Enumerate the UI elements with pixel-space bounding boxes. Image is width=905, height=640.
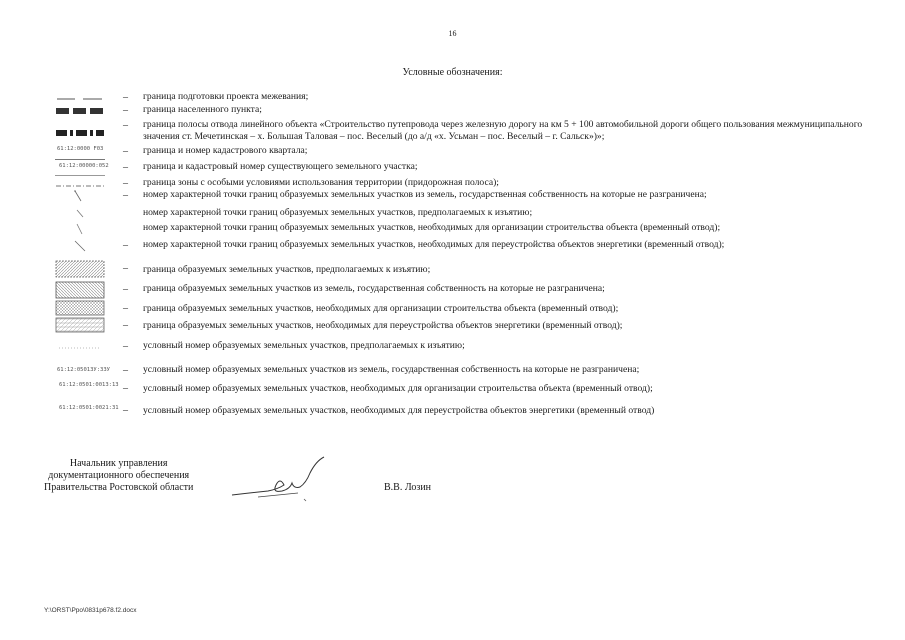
legend-text: граница и номер кадастрового квартала; (143, 145, 308, 156)
legend-text: номер характерной точки границ образуемых земельных участков, необходимых для переустройства объектов энергетики (временный отвод); (143, 239, 725, 250)
signatory-name: В.В. Лозин (384, 482, 432, 493)
signatory-title (44, 458, 193, 494)
legend-dash: – (123, 320, 128, 331)
signatory-title-line: Начальник управления (69, 458, 168, 469)
legend-text: номер характерной точки границ образуемых земельных участков, необходимых для организации строительства объекта (временный отвод); (143, 222, 721, 233)
legend-dash: – (123, 92, 128, 103)
cadastral-quarter-symbol (55, 145, 105, 160)
legend-text: граница образуемых земельных участков, предполагаемых к изъятию; (143, 264, 431, 275)
parcel-number-symbol (55, 382, 119, 396)
legend-dash: – (123, 240, 128, 251)
legend-dash: – (123, 162, 128, 173)
dashed-boundary-symbol (55, 91, 105, 105)
legend-dash: – (123, 383, 128, 394)
legend-text: номер характерной точки границ образуемых земельных участков, предполагаемых к изъятию; (143, 207, 533, 218)
hatched-parcel-symbol (55, 317, 105, 333)
legend-text: условный номер образуемых земельных участков, предполагаемых к изъятию; (143, 340, 465, 351)
page-number: 16 (448, 29, 457, 38)
legend-title: Условные обозначения: (402, 67, 503, 78)
legend-text: граница образуемых земельных участков из земель, государственная собственность на которые не разграничена; (143, 283, 605, 294)
footer-file-path: Y:\ORST\Ppo\0831p678.f2.docx (44, 607, 137, 614)
cadastral-quarter-code: 61:12:0000 F03 (57, 146, 104, 152)
legend-dash: – (123, 263, 128, 274)
legend-dash: – (123, 284, 128, 295)
legend-dash: – (123, 146, 128, 157)
legend-text: граница населенного пункта; (143, 104, 262, 115)
legend-text: граница образуемых земельных участков, необходимых для переустройства объектов энергетики (временный отвод); (143, 320, 623, 331)
settlement-boundary-symbol (55, 104, 105, 118)
existing-parcel-code: 61:12:00000:052 (59, 163, 109, 169)
legend-text: граница зоны с особыми условиями использования территории (придорожная полоса); (143, 177, 499, 188)
point-marker-symbol (55, 189, 105, 203)
legend-text: условный номер образуемых земельных участков, необходимых для организации строительства объекта (временный отвод); (143, 383, 653, 394)
legend-dash: – (123, 365, 128, 376)
point-marker-symbol (55, 207, 105, 221)
legend-dash: – (123, 178, 128, 189)
signatory-title-line: Правительства Ростовской области (44, 482, 194, 493)
point-marker-symbol (55, 239, 105, 253)
parcel-number-symbol (55, 364, 110, 378)
parcel-number-symbol (55, 340, 105, 354)
signatory-title-line: документационного обеспечения (48, 470, 190, 481)
hatched-parcel-symbol (55, 260, 105, 278)
legend-text: условный номер образуемых земельных участков из земель, государственная собственность на которые не разграничена; (143, 364, 640, 375)
handwritten-signature (228, 455, 338, 503)
parcel-number-code: 61:12:0501ЗУ:3ЗУ (57, 367, 110, 373)
legend-text: граница подготовки проекта межевания; (143, 91, 309, 102)
hatched-parcel-symbol (55, 281, 105, 299)
hatched-parcel-symbol (55, 300, 105, 316)
parcel-number-code: 61:12:0501:0013:13 (59, 382, 119, 388)
parcel-number-symbol (55, 404, 119, 418)
legend-text: граница образуемых земельных участков, необходимых для организации строительства объекта (временный отвод); (143, 303, 619, 314)
legend-dash: – (123, 303, 128, 314)
point-marker-symbol (55, 222, 105, 236)
legend-dash: – (123, 105, 128, 116)
legend-text: номер характерной точки границ образуемых земельных участков из земель, государственная собственность на которые не разграничена; (143, 189, 707, 200)
parcel-number-code: 61:12:0501:0021:31 (59, 405, 119, 411)
legend-dash: – (123, 341, 128, 352)
legend-text: условный номер образуемых земельных участков, необходимых для переустройства объектов энергетики (временный отвод) (143, 405, 655, 416)
right-of-way-boundary-symbol (55, 127, 105, 141)
legend-text: граница и кадастровый номер существующего земельного участка; (143, 161, 418, 172)
legend-dash: – (123, 405, 128, 416)
legend-dash: – (123, 190, 128, 201)
existing-parcel-symbol (55, 161, 109, 176)
legend-text: граница полосы отвода линейного объекта «Строительство путепровода через железную дорогу на км 5 + 100 автомобильной дороги общего пользования межмуниципального значения ст. Мечетинская – х. Большая Таловая – пос. Веселый (до а/д «х. Усьман – пос. Веселый – г. Сальск»)»; (143, 119, 863, 142)
legend-dash: – (123, 120, 128, 131)
